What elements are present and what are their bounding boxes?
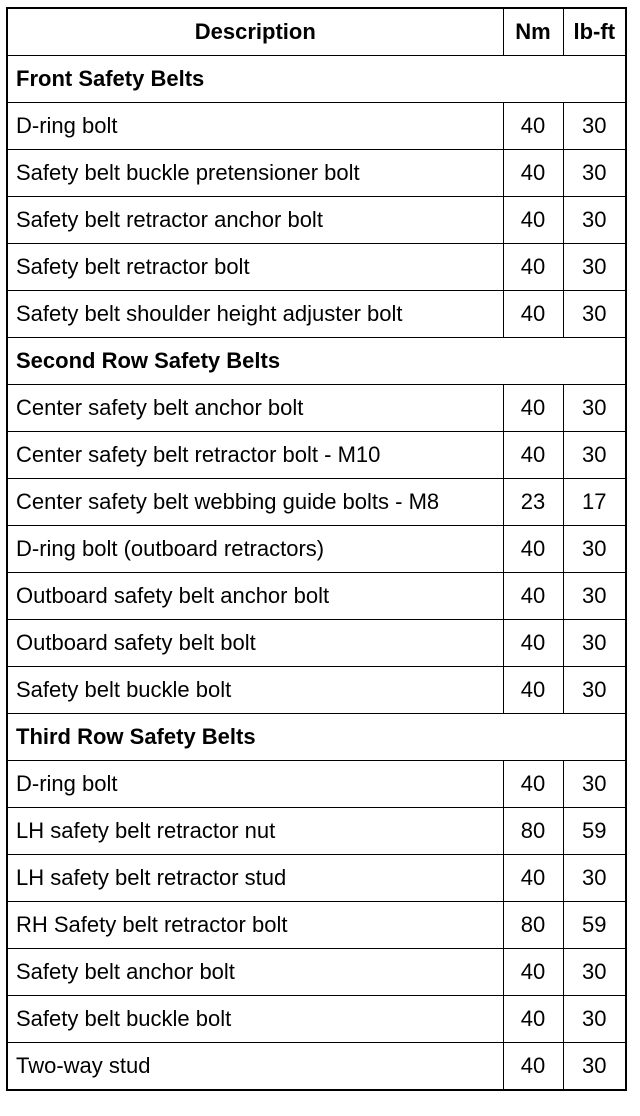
lbft-cell: 30: [563, 244, 626, 291]
lbft-cell: 30: [563, 1043, 626, 1091]
nm-cell: 40: [503, 526, 563, 573]
lbft-cell: 30: [563, 150, 626, 197]
description-cell: D-ring bolt: [7, 761, 503, 808]
section-header-row: [7, 56, 626, 103]
nm-cell: 40: [503, 103, 563, 150]
description-cell: Safety belt buckle bolt: [7, 667, 503, 714]
lbft-cell: 30: [563, 291, 626, 338]
nm-cell: 40: [503, 949, 563, 996]
table-row: [7, 620, 626, 667]
header-lbft: lb-ft: [563, 8, 626, 56]
description-cell: Outboard safety belt bolt: [7, 620, 503, 667]
description-cell: Outboard safety belt anchor bolt: [7, 573, 503, 620]
table-row: [7, 291, 626, 338]
description-cell: Safety belt anchor bolt: [7, 949, 503, 996]
lbft-cell: 30: [563, 197, 626, 244]
lbft-cell: 59: [563, 902, 626, 949]
table-row: [7, 902, 626, 949]
lbft-cell: 30: [563, 573, 626, 620]
description-cell: Center safety belt retractor bolt - M10: [7, 432, 503, 479]
table-row: [7, 761, 626, 808]
nm-cell: 40: [503, 855, 563, 902]
lbft-cell: 30: [563, 620, 626, 667]
description-cell: Two-way stud: [7, 1043, 503, 1091]
lbft-cell: 30: [563, 526, 626, 573]
lbft-cell: 30: [563, 996, 626, 1043]
description-cell: Safety belt buckle bolt: [7, 996, 503, 1043]
description-cell: Safety belt buckle pretensioner bolt: [7, 150, 503, 197]
section-header-row: [7, 338, 626, 385]
torque-spec-container: [6, 7, 627, 1091]
section-title: Second Row Safety Belts: [7, 338, 626, 385]
table-row: [7, 385, 626, 432]
nm-cell: 40: [503, 620, 563, 667]
description-cell: D-ring bolt (outboard retractors): [7, 526, 503, 573]
lbft-cell: 30: [563, 761, 626, 808]
section-title: Front Safety Belts: [7, 56, 626, 103]
lbft-cell: 30: [563, 103, 626, 150]
table-row: [7, 667, 626, 714]
nm-cell: 40: [503, 1043, 563, 1091]
nm-cell: 80: [503, 808, 563, 855]
table-row: [7, 1043, 626, 1091]
nm-cell: 40: [503, 150, 563, 197]
description-cell: RH Safety belt retractor bolt: [7, 902, 503, 949]
table-row: [7, 197, 626, 244]
description-cell: LH safety belt retractor stud: [7, 855, 503, 902]
nm-cell: 40: [503, 197, 563, 244]
table-row: [7, 855, 626, 902]
lbft-cell: 30: [563, 667, 626, 714]
section-title: Third Row Safety Belts: [7, 714, 626, 761]
header-description: Description: [7, 8, 503, 56]
description-cell: Safety belt shoulder height adjuster bolt: [7, 291, 503, 338]
nm-cell: 40: [503, 291, 563, 338]
lbft-cell: 59: [563, 808, 626, 855]
nm-cell: 80: [503, 902, 563, 949]
torque-spec-table: [6, 7, 627, 1091]
table-row: [7, 808, 626, 855]
table-row: [7, 526, 626, 573]
table-row: [7, 150, 626, 197]
table-row: [7, 573, 626, 620]
table-body: [7, 56, 626, 1091]
lbft-cell: 30: [563, 385, 626, 432]
table-row: [7, 244, 626, 291]
description-cell: Center safety belt anchor bolt: [7, 385, 503, 432]
nm-cell: 40: [503, 667, 563, 714]
nm-cell: 40: [503, 761, 563, 808]
description-cell: Safety belt retractor anchor bolt: [7, 197, 503, 244]
table-row: [7, 103, 626, 150]
header-nm: Nm: [503, 8, 563, 56]
description-cell: D-ring bolt: [7, 103, 503, 150]
lbft-cell: 30: [563, 949, 626, 996]
description-cell: Center safety belt webbing guide bolts - M8: [7, 479, 503, 526]
table-row: [7, 479, 626, 526]
lbft-cell: 30: [563, 855, 626, 902]
table-row: [7, 949, 626, 996]
lbft-cell: 17: [563, 479, 626, 526]
table-row: [7, 432, 626, 479]
description-cell: LH safety belt retractor nut: [7, 808, 503, 855]
table-row: [7, 996, 626, 1043]
table-header-row: [7, 8, 626, 56]
nm-cell: 40: [503, 432, 563, 479]
nm-cell: 40: [503, 573, 563, 620]
nm-cell: 40: [503, 385, 563, 432]
nm-cell: 23: [503, 479, 563, 526]
section-header-row: [7, 714, 626, 761]
nm-cell: 40: [503, 996, 563, 1043]
lbft-cell: 30: [563, 432, 626, 479]
description-cell: Safety belt retractor bolt: [7, 244, 503, 291]
nm-cell: 40: [503, 244, 563, 291]
